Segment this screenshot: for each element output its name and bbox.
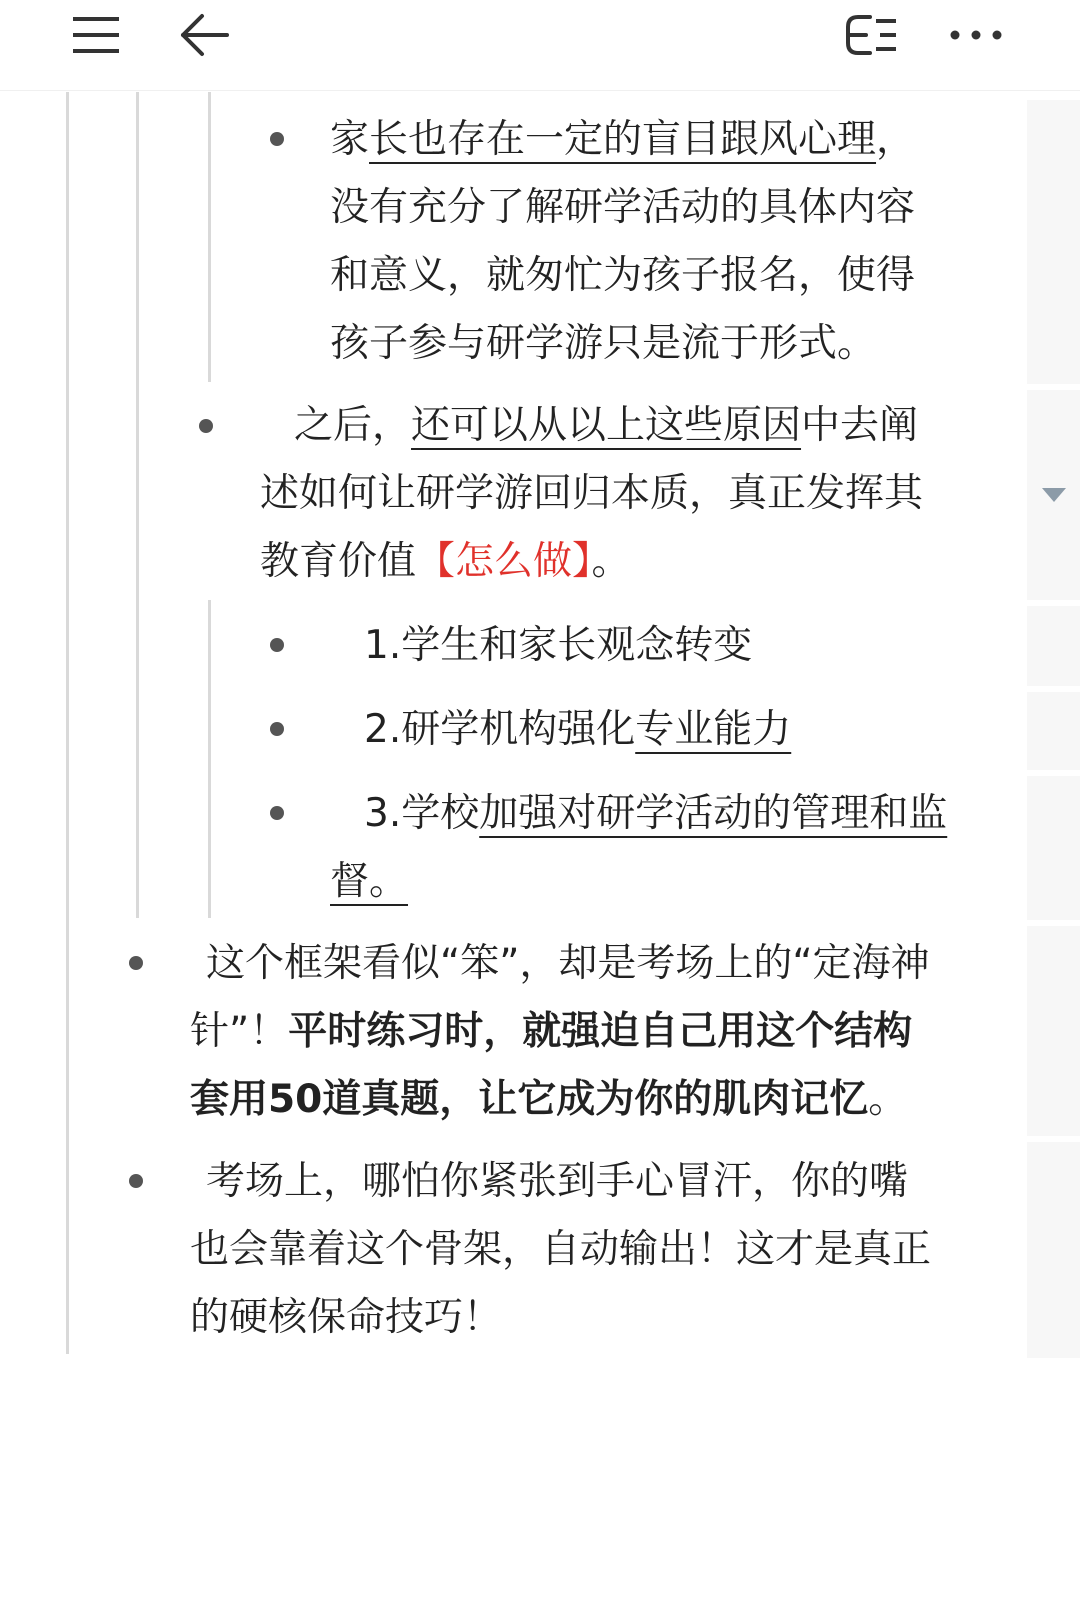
list-item-line: 之后，还可以从以上这些原因中去阐 — [294, 403, 919, 448]
gutter-block — [1027, 776, 1080, 920]
list-item-line: 孩子参与研学游只是流于形式。 — [330, 321, 877, 366]
gutter-block — [1027, 1142, 1080, 1358]
list-item-line: 考场上，哪怕你紧张到手心冒汗，你的嘴 — [206, 1159, 909, 1204]
gutter-block — [1027, 692, 1080, 770]
indent-rail — [66, 92, 69, 1354]
arrow-left-icon[interactable] — [172, 0, 236, 70]
list-item-line: 针”！平时练习时，就强迫自己用这个结构 — [190, 1009, 913, 1054]
bullet-icon — [270, 638, 284, 652]
outline-list-icon[interactable] — [840, 0, 904, 70]
collapse-caret-icon[interactable] — [1040, 486, 1068, 508]
list-item-line: 2.研学机构强化专业能力 — [364, 707, 792, 752]
indent-rail — [136, 92, 139, 918]
gutter-block — [1027, 926, 1080, 1136]
gutter-block — [1027, 606, 1080, 686]
bullet-icon — [199, 419, 213, 433]
top-toolbar — [0, 0, 1080, 91]
more-dots-icon[interactable] — [946, 0, 1006, 70]
list-item-line: 和意义，就匆忙为孩子报名，使得 — [330, 253, 916, 298]
list-item-line: 也会靠着这个骨架，自动输出！这才是真正 — [190, 1227, 932, 1272]
list-item-line: 的硬核保命技巧！ — [190, 1295, 503, 1340]
gutter-block — [1027, 100, 1080, 384]
indent-rail — [208, 92, 211, 382]
bullet-icon — [270, 806, 284, 820]
list-item-line: 3.学校加强对研学活动的管理和监 — [364, 791, 948, 836]
list-item-line: 没有充分了解研学活动的具体内容 — [330, 185, 916, 230]
list-item-line: 教育价值【怎么做】。 — [260, 539, 631, 584]
list-item-line: 家长也存在一定的盲目跟风心理， — [330, 117, 916, 162]
list-item-line: 述如何让研学游回归本质，真正发挥其 — [260, 471, 924, 516]
list-item-line: 这个框架看似“笨”，却是考场上的“定海神 — [206, 941, 930, 986]
bullet-icon — [270, 722, 284, 736]
list-item-line: 套用50道真题，让它成为你的肌肉记忆。 — [190, 1077, 908, 1122]
bullet-icon — [270, 132, 284, 146]
list-item-line: 1.学生和家长观念转变 — [364, 623, 753, 668]
hamburger-menu-icon[interactable] — [62, 0, 130, 70]
bullet-icon — [129, 1174, 143, 1188]
list-item-line: 督。 — [330, 859, 409, 904]
indent-rail — [208, 600, 211, 918]
document-content — [0, 92, 1080, 1382]
bullet-icon — [129, 956, 143, 970]
